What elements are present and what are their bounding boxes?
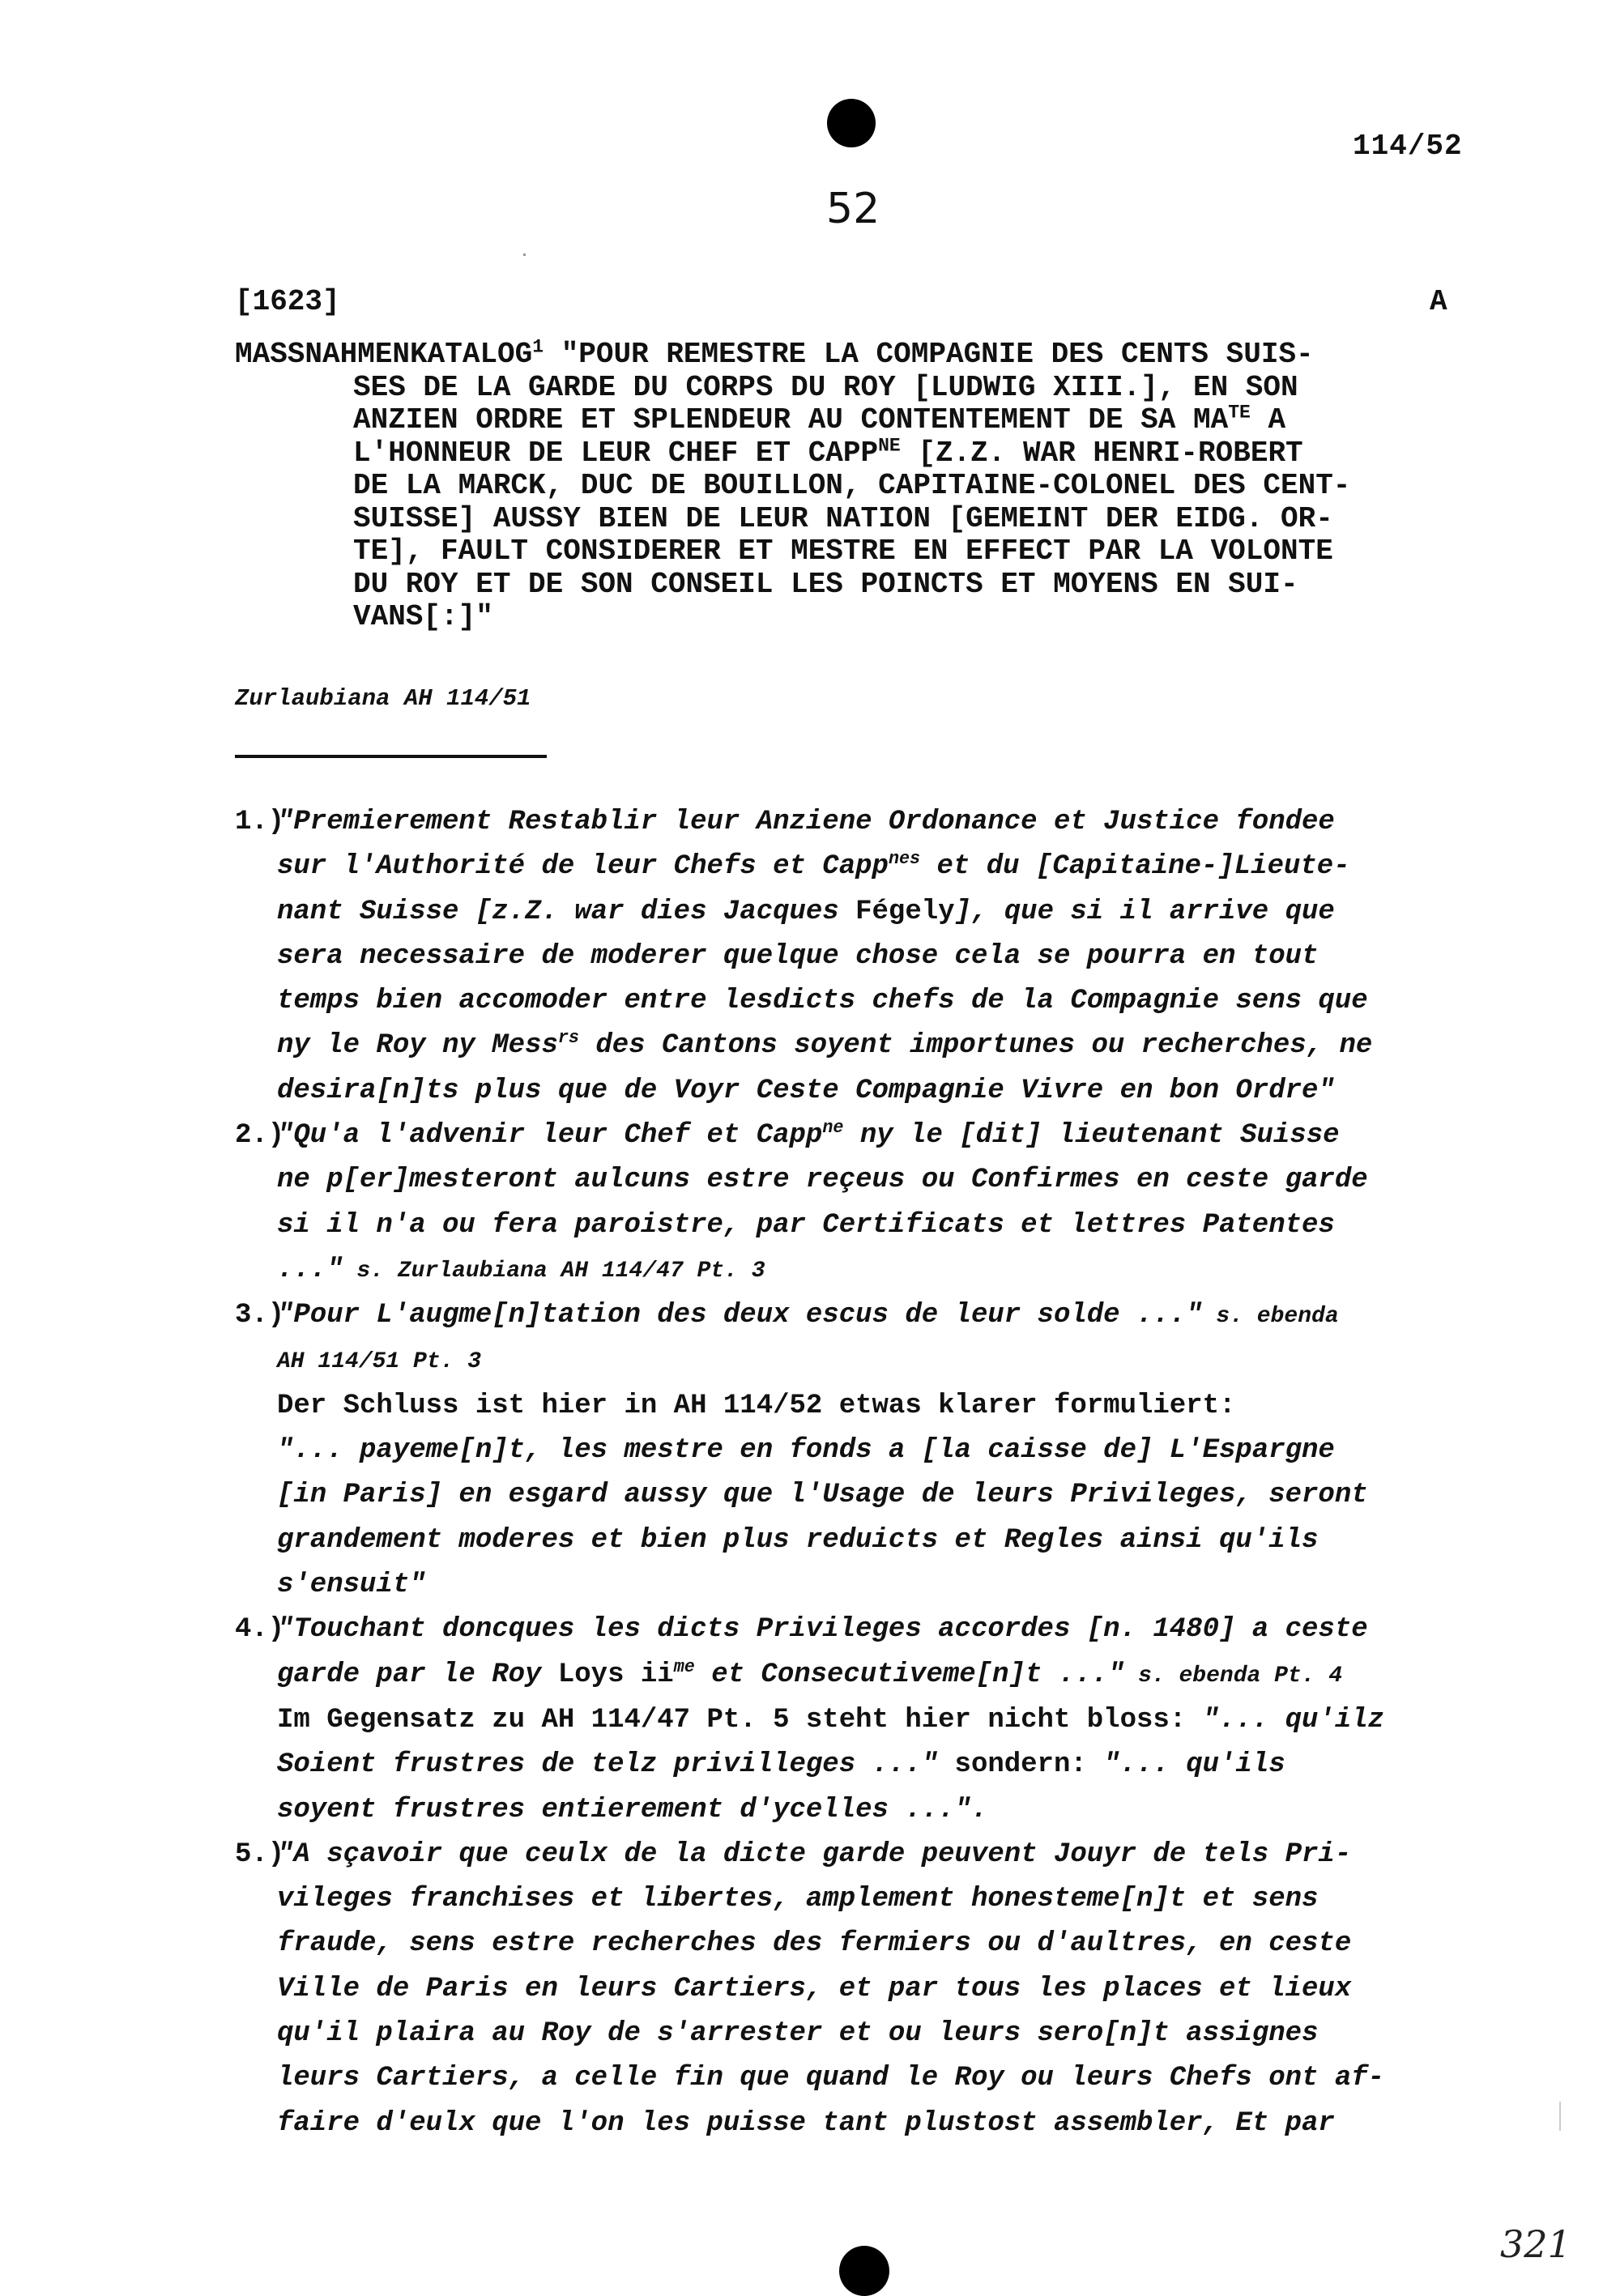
scan-speck	[523, 253, 526, 256]
person-name: Loys ii	[557, 1659, 674, 1690]
entry-number: 5.)	[235, 1838, 285, 1870]
heading-line: VANS[:]"	[353, 600, 493, 633]
heading-line: MASSNAHMENKATALOG$^1$ "POUR REMESTRE LA COMPAGNIE DES CENTS SUIS-	[235, 336, 1314, 371]
section-letter: A	[1430, 285, 1447, 318]
entries-list	[235, 800, 1474, 2146]
heading-line: DU ROY ET DE SON CONSEIL LES POINCTS ET MOYENS EN SUI-	[353, 567, 1298, 601]
footnote-rule	[235, 755, 547, 758]
cross-reference: s. ebenda	[1202, 1304, 1339, 1330]
punch-hole-bottom	[839, 2246, 889, 2296]
document-year: [1623]	[235, 285, 340, 318]
source-citation: Zurlaubiana AH 114/51	[235, 685, 531, 712]
page-number: 52	[826, 185, 880, 233]
heading-line: SES DE LA GARDE DU CORPS DU ROY [LUDWIG XIII.], EN SON	[353, 370, 1298, 404]
heading-line: TE], FAULT CONSIDERER ET MESTRE EN EFFECT PAR LA VOLONTE	[353, 535, 1333, 568]
entry-number: 3.)	[235, 1300, 285, 1331]
cross-reference: s. ebenda Pt. 4	[1124, 1663, 1343, 1689]
list-item: 1.) "Premierement Restablir leur Anziene Ordonance et Justice fondee sur l'Authorité de leur Chefs et Capp$^{nes}$ et du [Capitaine-]Lieute- nant Suisse [z.Z. war dies Jacques Fégely], que si il arrive que sera necessaire de moderer quelque chose cela se pourra en tout temps bien accomoder entre lesdicts chefs de la Compagnie sens que ny le Roy ny Mess$^{rs}$ des Cantons soyent importunes ou recherches, ne desira[n]ts plus que de Voyr Ceste Compagnie Vivre en bon Ordre"	[235, 800, 1474, 1114]
list-item: 5.) "A sçavoir que ceulx de la dicte garde peuvent Jouyr de tels Pri- vileges franchises et libertes, amplement honesteme[n]t et sens fraude, sens estre recherches des fermiers ou d'aultres, en ceste Ville de Paris en leurs Cartiers, et par tous les places et lieux qu'il plaira au Roy de s'arrester et ou leurs sero[n]t assignes leurs Cartiers, a celle fin que quand le Roy ou leurs Chefs ont af- faire d'eulx que l'on les puisse tant plustost assembler, Et par	[235, 1833, 1474, 2146]
handwritten-folio-number: 321	[1500, 2222, 1571, 2266]
heading-line: DE LA MARCK, DUC DE BOUILLON, CAPITAINE-COLONEL DES CENT-	[353, 469, 1351, 502]
heading-line: ANZIEN ORDRE ET SPLENDEUR AU CONTENTEMENT DE SA $MA^{TE}$ A	[353, 402, 1286, 437]
scan-mark	[1559, 2102, 1561, 2131]
list-item: 4.) "Touchant doncques les dicts Privileges accordes [n. 1480] a ceste garde par le Roy Loys $ii^{me}$ et Consecutiveme[n]t ..." s. ebenda Pt. 4 Im Gegensatz zu AH 114/47 Pt. 5 steht hier nicht bloss: "... qu'ilz Soient frustres de telz privilleges ..." sondern: "... qu'ils soyent frustres entierement d'ycelles ...".	[235, 1608, 1474, 1832]
document-heading	[235, 336, 1474, 634]
entry-number: 1.)	[235, 807, 285, 837]
heading-line: L'HONNEUR DE LEUR CHEF ET $CAPP^{NE}$ [Z.Z. WAR HENRI-ROBERT	[353, 434, 1303, 470]
person-name: Fégely	[855, 896, 955, 927]
cross-reference: AH 114/51 Pt. 3	[277, 1348, 482, 1374]
document-reference: 114/52	[1353, 130, 1463, 163]
entry-number: 4.)	[235, 1614, 285, 1646]
cross-reference: s. Zurlaubiana AH 114/47 Pt. 3	[343, 1258, 765, 1284]
list-item: 3.) "Pour L'augme[n]tation des deux escus de leur solde ..." s. ebenda AH 114/51 Pt. 3 Der Schluss ist hier in AH 114/52 etwas klarer formuliert: "... payeme[n]t, les mestre en fonds a [la caisse de] L'Espargne [in Paris] en esgard aussy que l'Usage de leurs Privileges, seront grandement moderes et bien plus reduicts et Regles ainsi qu'ils s'ensuit"	[235, 1293, 1474, 1608]
list-item: 2.) "Qu'a l'advenir leur Chef et Capp$^{ne}$ ny le [dit] lieutenant Suisse ne p[er]mesteront aulcuns estre reçeus ou Confirmes en ceste garde si il n'a ou fera paroistre, par Certificats et lettres Patentes ..." s. Zurlaubiana AH 114/47 Pt. 3	[235, 1114, 1474, 1293]
entry-number: 2.)	[235, 1120, 285, 1152]
punch-hole-top	[827, 99, 876, 147]
heading-line: SUISSE] AUSSY BIEN DE LEUR NATION [GEMEINT DER EIDG. OR-	[353, 501, 1333, 535]
